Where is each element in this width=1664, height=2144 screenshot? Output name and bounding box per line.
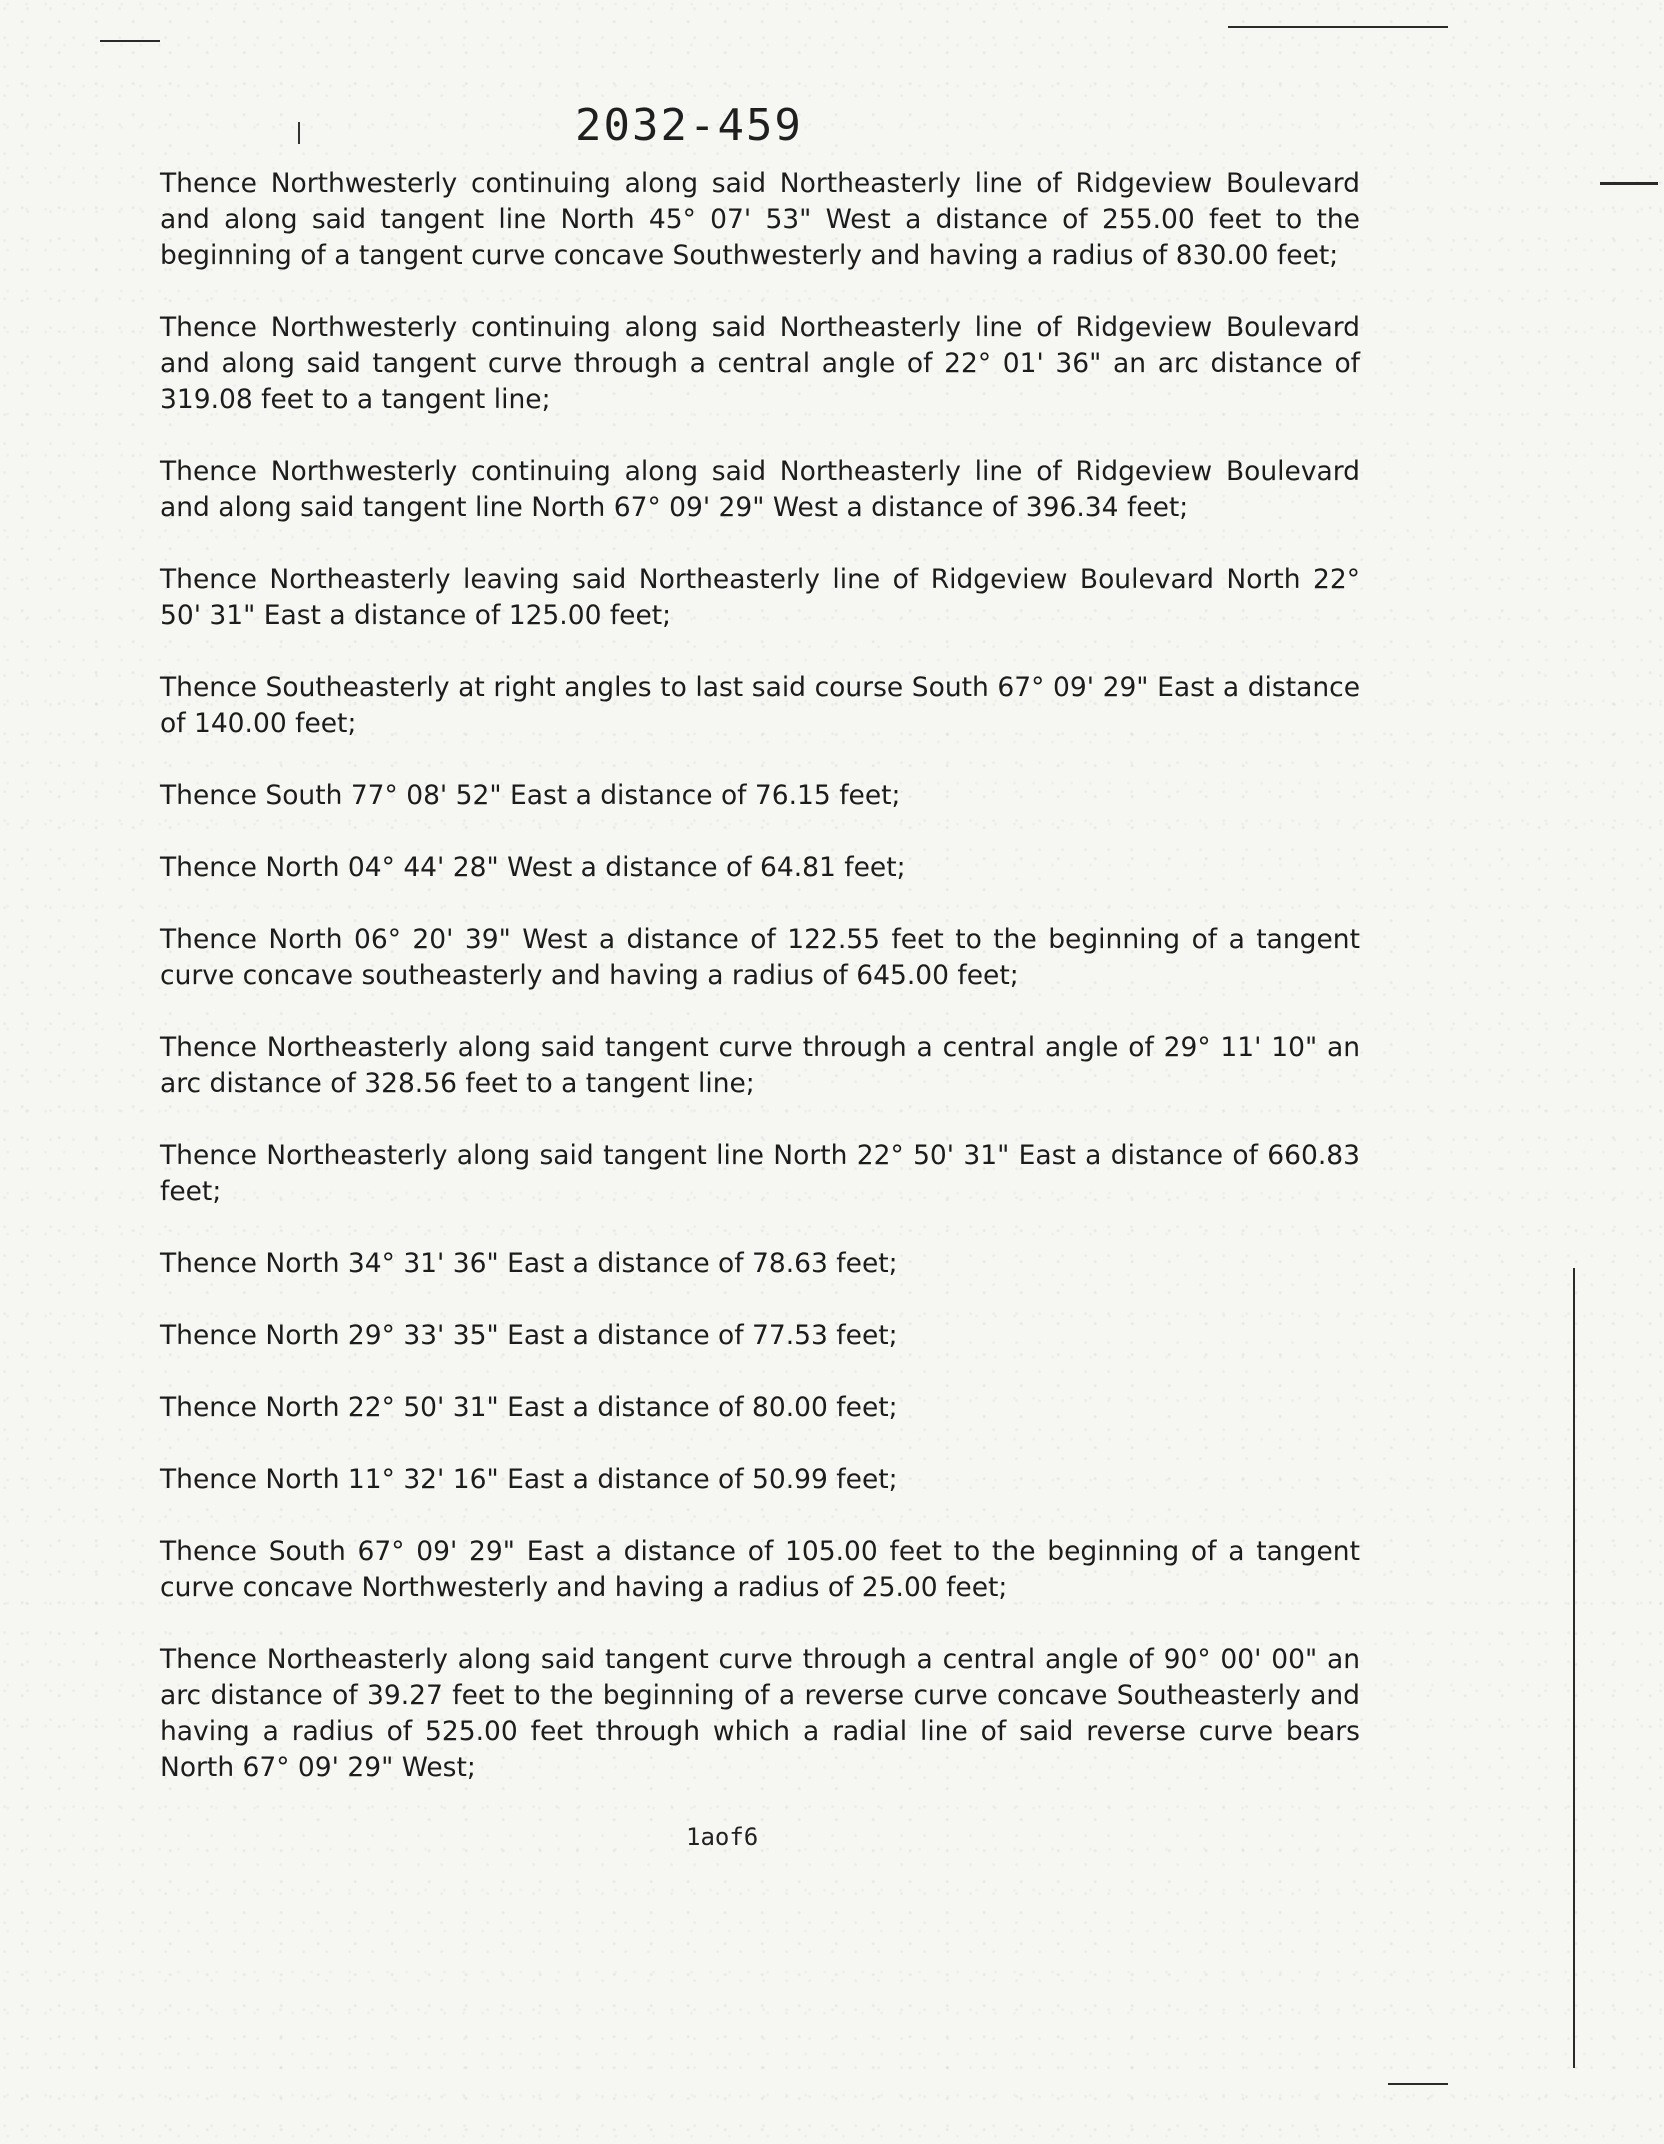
course-paragraph: Thence North 04° 44' 28" West a distance of 64.81 feet; [160,852,906,883]
course-paragraph: Thence Northeasterly along said tangent curve through a central angle of 90° 00' 00" an arc distance of 39.27 feet to the beginning of a reverse curve concave Southeasterly and having a radius of 525.00 feet through which a radial line of said reverse curve bears North 67° 09' 29" West; [160,1644,1360,1783]
scan-mark-top-left [100,40,160,42]
scan-margin-line [1573,1268,1575,2068]
scan-mark-right-edge [1600,182,1658,185]
course-paragraph: Thence North 29° 33' 35" East a distance of 77.53 feet; [160,1320,898,1351]
course-paragraph: Thence Northeasterly leaving said Northeasterly line of Ridgeview Boulevard North 22° 50' 31" East a distance of 125.00 feet; [160,564,1360,631]
page-number-label: 1aof6 [686,1823,759,1851]
course-paragraph: Thence North 11° 32' 16" East a distance of 50.99 feet; [160,1464,898,1495]
course-paragraph: Thence North 06° 20' 39" West a distance of 122.55 feet to the beginning of a tangent curve concave southeasterly and having a radius of 645.00 feet; [160,924,1360,991]
course-paragraph: Thence Northwesterly continuing along said Northeasterly line of Ridgeview Boulevard and along said tangent line North 67° 09' 29" West a distance of 396.34 feet; [160,456,1360,523]
scan-mark-bottom-right [1388,2083,1448,2085]
scan-speck [298,122,300,144]
course-paragraph: Thence Northeasterly along said tangent line North 22° 50' 31" East a distance of 660.83 feet; [160,1140,1360,1207]
course-paragraph: Thence Southeasterly at right angles to last said course South 67° 09' 29" East a distance of 140.00 feet; [160,672,1360,739]
course-paragraph: Thence Northeasterly along said tangent curve through a central angle of 29° 11' 10" an arc distance of 328.56 feet to a tangent line; [160,1032,1360,1099]
course-paragraph: Thence South 77° 08' 52" East a distance of 76.15 feet; [160,780,901,811]
course-paragraph: Thence Northwesterly continuing along said Northeasterly line of Ridgeview Boulevard and along said tangent line North 45° 07' 53" West a distance of 255.00 feet to the beginning of a tangent curve concave Southwesterly and having a radius of 830.00 feet; [160,168,1360,271]
document-number: 2032-459 [575,100,803,151]
course-paragraph: Thence Northwesterly continuing along said Northeasterly line of Ridgeview Boulevard and along said tangent curve through a central angle of 22° 01' 36" an arc distance of 319.08 feet to a tangent line; [160,312,1360,415]
course-paragraph: Thence North 22° 50' 31" East a distance of 80.00 feet; [160,1392,898,1423]
course-paragraph: Thence South 67° 09' 29" East a distance of 105.00 feet to the beginning of a tangent curve concave Northwesterly and having a radius of 25.00 feet; [160,1536,1360,1603]
course-paragraph: Thence North 34° 31' 36" East a distance of 78.63 feet; [160,1248,898,1279]
legal-description-body [160,166,1360,1822]
scan-mark-top-right [1228,26,1448,28]
